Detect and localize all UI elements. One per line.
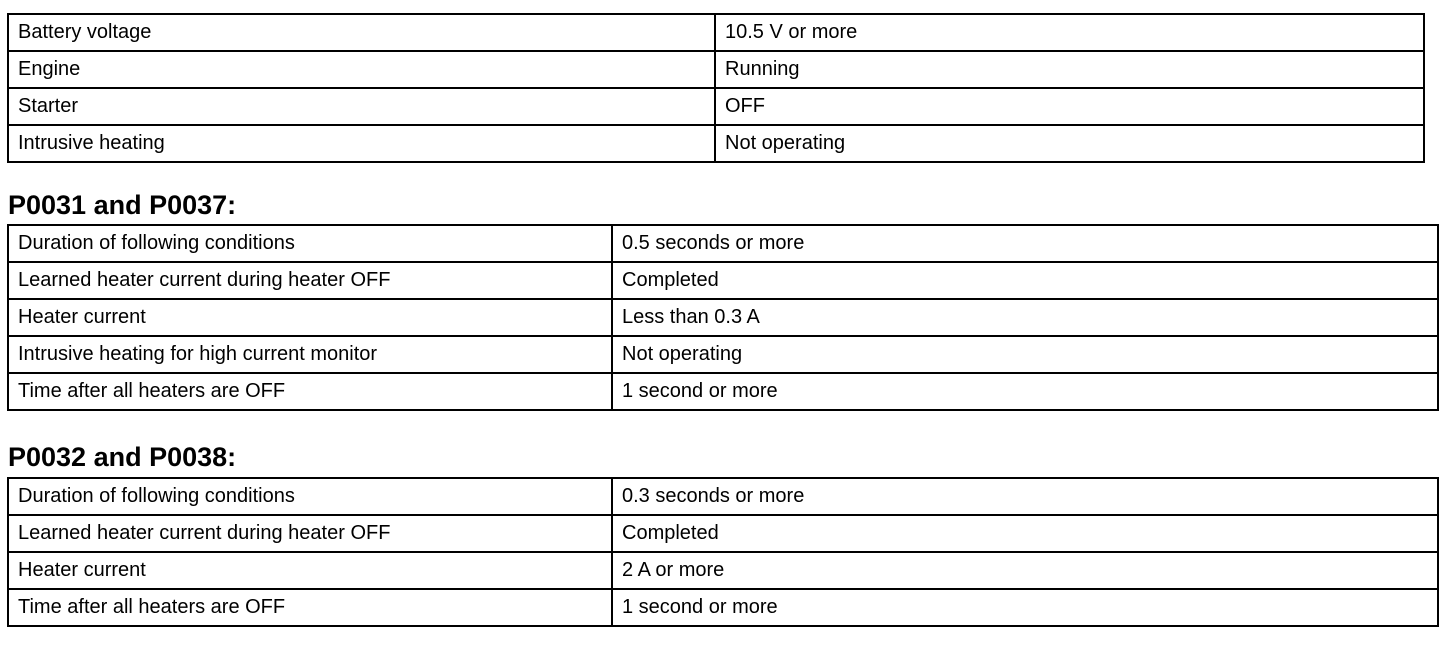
condition-value: Not operating xyxy=(612,336,1438,373)
table-row xyxy=(8,589,1438,626)
condition-item: Learned heater current during heater OFF xyxy=(8,262,612,299)
condition-value: OFF xyxy=(715,88,1424,125)
section-heading-p0031-p0037: P0031 and P0037: xyxy=(8,190,237,220)
condition-item: Intrusive heating xyxy=(8,125,715,162)
condition-item: Intrusive heating for high current monitor xyxy=(8,336,612,373)
condition-value: 1 second or more xyxy=(612,589,1438,626)
condition-value: Running xyxy=(715,51,1424,88)
condition-value: Completed xyxy=(612,262,1438,299)
condition-value: 10.5 V or more xyxy=(715,14,1424,51)
table-row xyxy=(8,336,1438,373)
table-row xyxy=(8,373,1438,410)
condition-item: Time after all heaters are OFF xyxy=(8,373,612,410)
table-row xyxy=(8,125,1424,162)
table-row xyxy=(8,478,1438,515)
p0031-p0037-conditions-table xyxy=(7,224,1439,411)
table-row xyxy=(8,14,1424,51)
p0032-p0038-conditions-table xyxy=(7,477,1439,627)
condition-item: Heater current xyxy=(8,299,612,336)
general-conditions-table xyxy=(7,13,1425,163)
condition-item: Battery voltage xyxy=(8,14,715,51)
condition-item: Duration of following conditions xyxy=(8,478,612,515)
condition-value: Completed xyxy=(612,515,1438,552)
condition-item: Duration of following conditions xyxy=(8,225,612,262)
condition-value: 1 second or more xyxy=(612,373,1438,410)
table-row xyxy=(8,262,1438,299)
table-row xyxy=(8,225,1438,262)
condition-item: Starter xyxy=(8,88,715,125)
table-row xyxy=(8,88,1424,125)
condition-value: Less than 0.3 A xyxy=(612,299,1438,336)
table-row xyxy=(8,552,1438,589)
section-heading-p0032-p0038: P0032 and P0038: xyxy=(8,442,237,472)
condition-item: Time after all heaters are OFF xyxy=(8,589,612,626)
condition-item: Heater current xyxy=(8,552,612,589)
table-row xyxy=(8,515,1438,552)
condition-value: 2 A or more xyxy=(612,552,1438,589)
condition-value: Not operating xyxy=(715,125,1424,162)
condition-value: 0.3 seconds or more xyxy=(612,478,1438,515)
condition-item: Learned heater current during heater OFF xyxy=(8,515,612,552)
table-row xyxy=(8,299,1438,336)
table-row xyxy=(8,51,1424,88)
condition-value: 0.5 seconds or more xyxy=(612,225,1438,262)
condition-item: Engine xyxy=(8,51,715,88)
